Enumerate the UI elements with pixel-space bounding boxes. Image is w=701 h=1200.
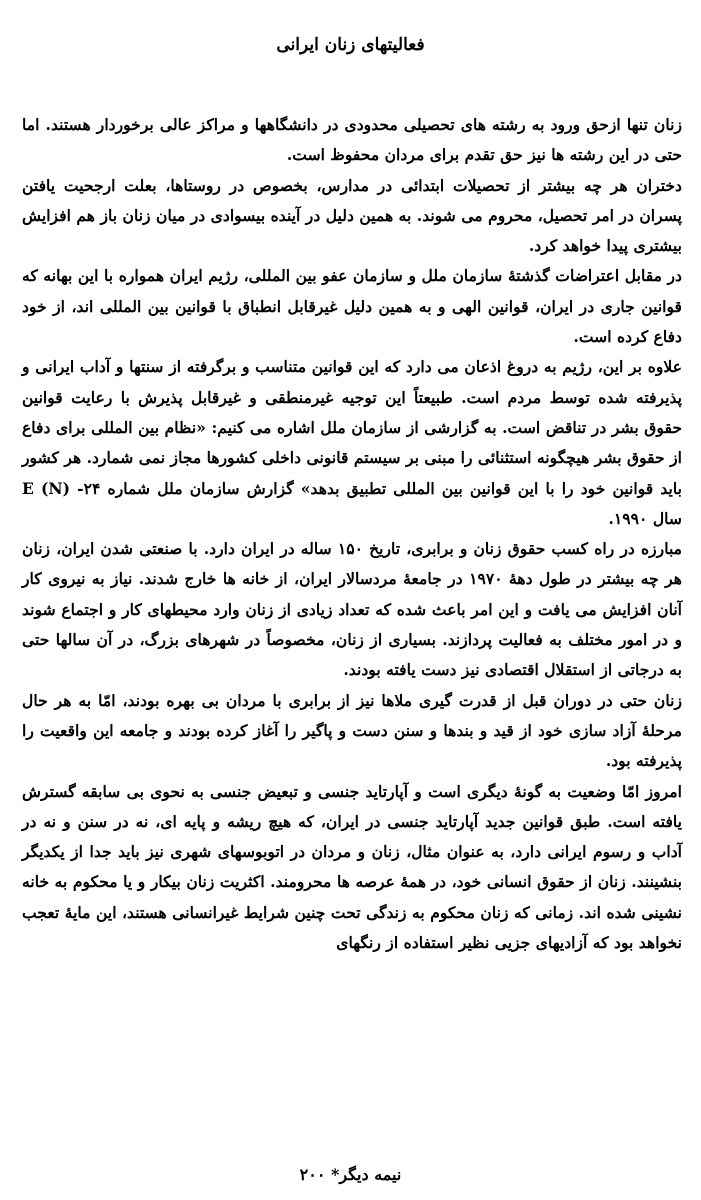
paragraph: مبارزه در راه کسب حقوق زنان و برابری، تاریخ ۱۵۰ ساله در ایران دارد. با صنعتی شدن ایران، زنان هر چه بیشتر در طول دهۀ ۱۹۷۰ در جامعۀ مردسالار ایران، از خانه ها خارج شدند. نیاز به نیروی کار آنان افزایش می یافت و این امر باعث شده که تعداد زیادی از زنان وارد محیطهای کار و اجتماع شوند و در امور مختلف به فعالیت پردازند. بسیاری از زنان، مخصوصاً در شهرهای بزرگ، در آن سالها حتی به درجاتی از استقلال اقتصادی نیز دست یافته بودند. (22, 539, 683, 680)
page-footer: نیمه دیگر* ۲۰۰ (299, 1165, 402, 1184)
paragraph: علاوه بر این، رژیم به دروغ اذعان می دارد که این قوانین متناسب و برگرفته از سنتها و آداب ایرانی و پذیرفته شده توسط مردم است. طبیعتاً این توجیه غیرمنطقی و غیرقابل پذیرش با رعایت قوانین حقوق بشر در تناقض است. به گزارشی از سازمان ملل اشاره می کنیم: «نظام بین المللی برای دفاع از حقوق بشر هیچگونه استثنائی را مبنی بر سیستم قانونی داخلی کشورها مجاز نمی شمارد. هر کشور باید قوانین خود را با این قوانین بین المللی تطبیق بدهد» گزارش سازمان ملل شماره ۲۴- E (N) سال ۱۹۹۰. (21, 357, 682, 528)
paragraph: دختران هر چه بیشتر از تحصیلات ابتدائی در مدارس، بخصوص در روستاها، بعلت ارجحیت یافتن پسران در امر تحصیل، محروم می شوند. به همین دلیل در آینده بیسوادی در میان زنان باز هم افزایش بیشتری پیدا خواهد کرد. (22, 175, 682, 256)
paragraph: در مقابل اعتراضات گذشتهٔ سازمان ملل و سازمان عفو بین المللی، رژیم ایران همواره با این بهانه که قوانین جاری در ایران، قوانین الهی و به همین دلیل غیرقابل انطباق با قوانین بین المللی اند، از خود دفاع کرده است. (22, 266, 682, 347)
paragraph: زنان حتی در دوران قبل از قدرت گیری ملاها نیز از برابری با مردان بی بهره بودند، امّا به هر حال مرحلهٔ آزاد سازی خود از قید و بندها و سنن دست و پاگیر را آغاز کرده بودند و جامعه این واقعیت را پذیرفته بود. (22, 690, 682, 771)
page-title: فعالیتهای زنان ایرانی (276, 35, 425, 55)
paragraph: امروز امّا وضعیت به گونهٔ دیگری است و آپارتاید جنسی و تبعیض جنسی به نحوی بی سابقه گسترش یافته است. طبق قوانین جدید آپارتاید جنسی در ایران، که هیچ ریشه و پایه ای، نه در سنن و نه در آداب و رسوم ایرانی دارد، به عنوان مثال، زنان و مردان در اتوبوسهای شهری نیز باید جدا از یکدیگر بنشینند. زنان از حقوق انسانی خود، در همهٔ عرصه ها محرومند. اکثریت زنان بیکار و یا محکوم به خانه نشینی شده اند. زمانی که زنان محکوم به زندگی تحت چنین شرایط غیرانسانی هستند، این مایهٔ تعجب نخواهد بود که آزادیهای جزیی نظیر استفاده از رنگهای (22, 781, 682, 953)
paragraph: زنان تنها ازحق ورود به رشته های تحصیلی محدودی در دانشگاهها و مراکز عالی برخوردار هستند. اما حتی در این رشته ها نیز حق تقدم برای مردان محفوظ است. (22, 115, 682, 165)
body-text (22, 110, 682, 958)
